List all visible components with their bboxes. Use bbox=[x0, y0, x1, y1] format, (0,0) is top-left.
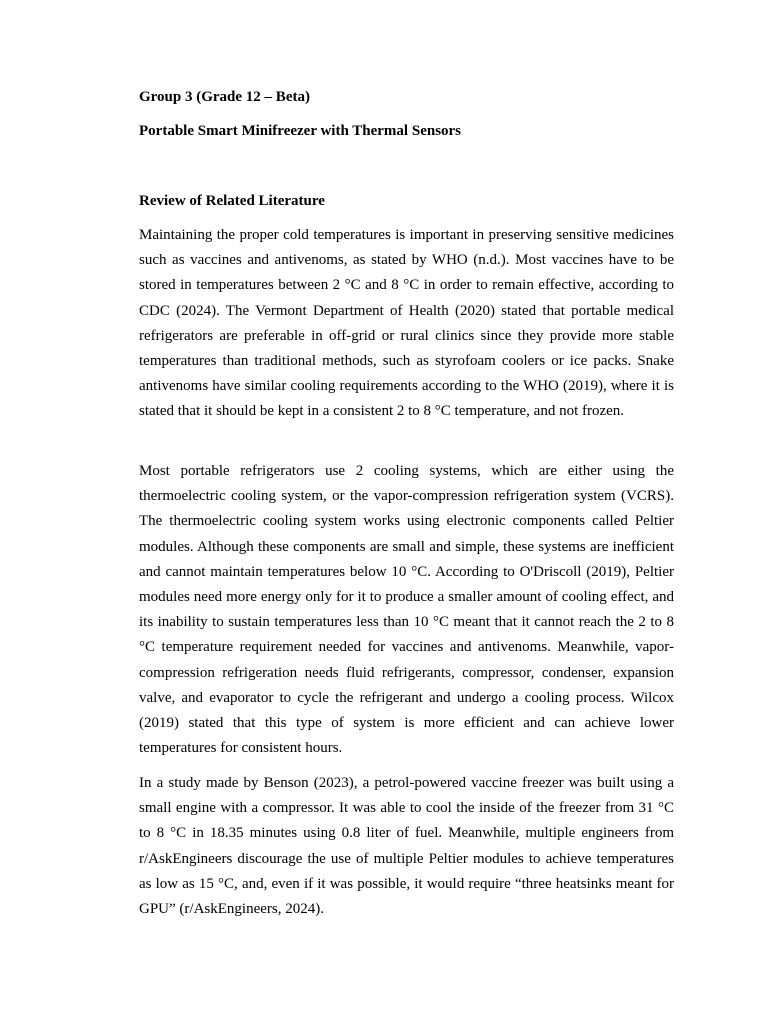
body-paragraph: Most portable refrigerators use 2 cooling systems, which are either using the thermoelectric cooling system, or the vapor-compression refrigeration system (VCRS). The thermoelectric cooling system works using electronic components called Peltier modules. Although these components are small and simple, these systems are inefficient and cannot maintain temperatures below 10 °C. According to O'Driscoll (2019), Peltier modules need more energy only for it to produce a smaller amount of cooling effect, and its inability to sustain temperatures less than 10 °C meant that it cannot reach the 2 to 8 °C temperature requirement needed for vaccines and antivenoms. Meanwhile, vapor-compression refrigeration needs fluid refrigerants, compressor, condenser, expansion valve, and evaporator to cycle the refrigerant and undergo a cooling process. Wilcox (2019) stated that this type of system is more efficient and can achieve lower temperatures for consistent hours. bbox=[139, 463, 674, 757]
section-heading: Review of Related Literature bbox=[139, 193, 325, 209]
body-paragraph: In a study made by Benson (2023), a petrol-powered vaccine freezer was built using a small engine with a compressor. It was able to cool the inside of the freezer from 31 °C to 8 °C in 18.35 minutes using 0.8 liter of fuel. Meanwhile, multiple engineers from r/AskEngineers discourage the use of multiple Peltier modules to achieve temperatures as low as 15 °C, and, even if it was possible, it would require “three heatsinks meant for GPU” (r/AskEngineers, 2024). bbox=[139, 775, 674, 918]
project-title: Portable Smart Minifreezer with Thermal Sensors bbox=[139, 123, 462, 139]
body-paragraph: Maintaining the proper cold temperatures is important in preserving sensitive medicines such as vaccines and antivenoms, as stated by WHO (n.d.). Most vaccines have to be stored in temperatures between 2 °C and 8 °C in order to remain effective, according to CDC (2024). The Vermont Department of Health (2020) stated that portable medical refrigerators are preferable in off-grid or rural clinics since they provide more stable temperatures than traditional methods, such as styrofoam coolers or ice packs. Snake antivenoms have similar cooling requirements according to the WHO (2019), where it is stated that it should be kept in a consistent 2 to 8 °C temperature, and not frozen. bbox=[139, 227, 674, 420]
group-line: Group 3 (Grade 12 – Beta) bbox=[139, 89, 310, 105]
